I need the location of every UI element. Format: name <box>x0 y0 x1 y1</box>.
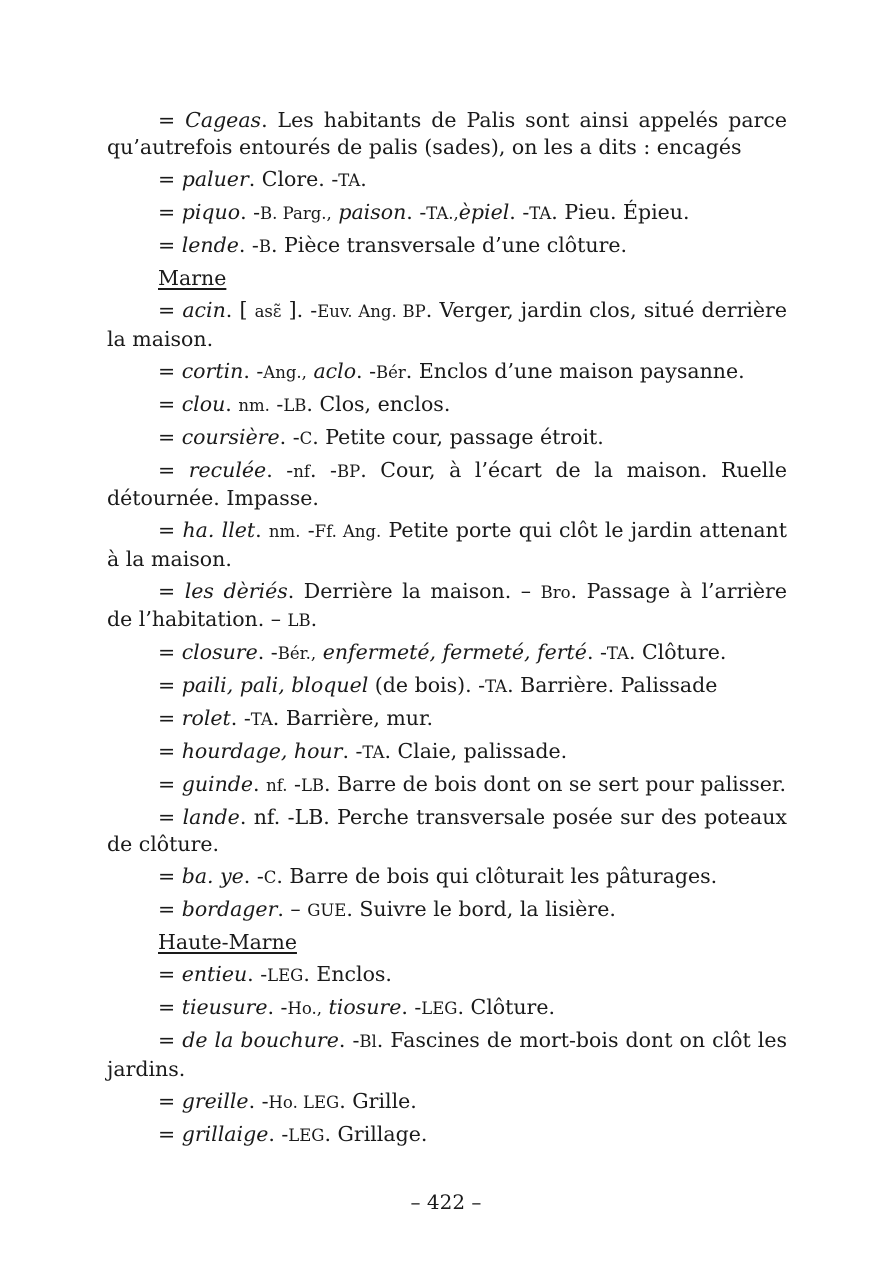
entry-text: . - <box>230 706 251 731</box>
entry-text: . Petite cour, passage étroit. <box>312 424 604 449</box>
entry-text: . Cour, à l’écart de la maison. Ruelle détournée. Impasse. <box>107 457 787 511</box>
headword: bordager <box>181 897 278 922</box>
headword: closure <box>181 640 258 665</box>
dictionary-entry <box>107 166 787 194</box>
entry-text: . Pièce transversale d’une clôture. <box>270 233 628 258</box>
source-abbreviation: TA <box>250 710 273 730</box>
entry-text: . Clos, enclos. <box>306 391 451 416</box>
dictionary-entry <box>107 863 787 891</box>
headword: hourdage, hour <box>181 739 343 764</box>
entry-text: . Barre de bois qui clôturait les pâturages. <box>276 864 718 889</box>
entry-text: = <box>158 457 189 482</box>
entry-text: . - <box>248 1088 269 1113</box>
dictionary-entry <box>107 107 787 162</box>
entry-text: . Enclos d’une maison paysanne. <box>405 358 745 383</box>
entry-text: . - <box>240 200 261 225</box>
source-abbreviation: TA <box>529 204 552 224</box>
source-abbreviation: nf. <box>266 776 288 796</box>
dictionary-entry <box>107 297 787 353</box>
entry-text: . Clôture. <box>457 995 555 1020</box>
entry-text: . Barrière. Palissade <box>507 673 718 698</box>
dictionary-entry <box>107 457 787 513</box>
entry-text: = <box>158 772 182 797</box>
entry-text: = <box>158 424 182 449</box>
entry-text: . - <box>406 200 427 225</box>
headword: lende <box>181 233 239 258</box>
source-abbreviation: TA <box>485 677 508 697</box>
entry-text: . - <box>257 640 278 665</box>
entry-text: = <box>158 518 183 543</box>
entry-text: . - <box>309 457 337 482</box>
headword: cortin <box>181 358 244 383</box>
entry-text: . Enclos. <box>303 962 392 987</box>
dictionary-text-block <box>107 107 787 1154</box>
headword: greille <box>181 1088 249 1113</box>
source-abbreviation: LEG <box>267 966 304 986</box>
dictionary-entry <box>107 771 787 799</box>
section-heading <box>107 929 787 956</box>
dictionary-entry <box>107 199 787 227</box>
entry-text: . <box>253 772 267 797</box>
entry-text: = <box>158 200 182 225</box>
dictionary-entry <box>107 896 787 924</box>
entry-text: = <box>158 298 183 323</box>
dictionary-entry <box>107 1121 787 1149</box>
headword: tieusure <box>181 995 268 1020</box>
dictionary-entry <box>107 738 787 766</box>
headword: coursière <box>181 424 280 449</box>
headword: de la bouchure <box>182 1028 339 1053</box>
entry-text: . Pieu. Épieu. <box>551 200 690 225</box>
entry-text: . Barrière, mur. <box>272 706 434 731</box>
entry-text: . Clore. - <box>248 167 339 192</box>
entry-text: . Les habitants de Palis sont ainsi appelés parce qu’autrefois entourés de palis (sades), on les a dits : encagés <box>107 108 787 160</box>
entry-text: = <box>158 167 182 192</box>
entry-text: . - <box>267 995 288 1020</box>
entry-text: . - <box>243 864 264 889</box>
entry-text: = <box>158 897 182 922</box>
dictionary-entry <box>107 961 787 989</box>
source-abbreviation: Ang., <box>263 362 307 382</box>
source-abbreviation: B <box>258 237 271 257</box>
entry-text: . Grille. <box>339 1088 417 1113</box>
entry-text: . - <box>243 358 264 383</box>
entry-text: = <box>158 739 182 764</box>
headword: paili, pali, bloquel <box>181 673 369 698</box>
source-abbreviation: asɛ̃ <box>254 302 282 322</box>
source-abbreviation: LEG <box>421 999 458 1019</box>
source-abbreviation: Ff. Ang. <box>314 522 382 542</box>
dictionary-entry <box>107 391 787 419</box>
source-abbreviation: GUE <box>307 901 347 921</box>
entry-text: . - <box>356 358 377 383</box>
source-abbreviation: TA., <box>426 204 459 224</box>
entry-text: = <box>158 962 182 987</box>
dictionary-entry <box>107 578 787 635</box>
dictionary-entry <box>107 672 787 700</box>
entry-text: . Derrière la maison. – <box>287 578 541 603</box>
entry-text: . – <box>277 897 308 922</box>
entry-text: . [ <box>225 298 255 323</box>
source-abbreviation: nm. <box>268 522 301 542</box>
heading-label: Marne <box>158 266 227 291</box>
entry-text: - <box>269 391 284 416</box>
headword: ba. ye <box>181 864 244 889</box>
headword: èpiel <box>458 200 510 225</box>
entry-text: . - <box>586 640 607 665</box>
entry-text: . Suivre le bord, la lisière. <box>346 897 616 922</box>
entry-text: . <box>225 391 239 416</box>
entry-text: = <box>158 108 186 132</box>
entry-text: = <box>158 358 182 383</box>
headword: rolet <box>181 706 231 731</box>
entry-text: . - <box>279 424 300 449</box>
dictionary-entry <box>107 804 787 859</box>
source-abbreviation: B. Parg., <box>260 204 332 224</box>
entry-text: ]. - <box>281 298 318 323</box>
source-abbreviation: TA <box>338 171 361 191</box>
entry-text: = <box>158 995 182 1020</box>
entry-text: = <box>158 578 185 603</box>
headword: acin <box>182 298 226 323</box>
headword: Cageas <box>185 108 262 132</box>
entry-text: . <box>310 607 318 632</box>
headword: grillaige <box>181 1121 269 1146</box>
source-abbreviation: TA <box>606 644 629 664</box>
source-abbreviation: TA <box>362 743 385 763</box>
entry-text: . <box>360 167 367 192</box>
entry-text: - <box>287 772 301 797</box>
headword: clou <box>181 391 226 416</box>
dictionary-entry <box>107 517 787 573</box>
headword: tiosure <box>328 995 402 1020</box>
entry-text: . - <box>338 1028 360 1053</box>
headword: guinde <box>181 772 254 797</box>
source-abbreviation: Bl <box>359 1032 377 1052</box>
headword: ha. llet <box>182 518 256 543</box>
entry-text: . Claie, palissade. <box>384 739 568 764</box>
entry-text: . - <box>238 233 259 258</box>
source-abbreviation: Ho. LEG <box>268 1092 340 1112</box>
headword: aclo <box>313 358 357 383</box>
entry-text: . Verger, jardin clos, situé derrière la maison. <box>107 298 787 351</box>
entry-text: = <box>158 1121 182 1146</box>
dictionary-entry <box>107 232 787 260</box>
headword: reculée <box>188 457 267 482</box>
source-abbreviation: Ho., <box>287 999 322 1019</box>
heading-label: Haute-Marne <box>158 930 297 955</box>
entry-text: . Barre de bois dont on se sert pour palisser. <box>324 772 786 797</box>
dictionary-entry <box>107 358 787 386</box>
entry-text: = <box>158 864 182 889</box>
headword: les dèriés <box>184 578 288 603</box>
source-abbreviation: nm. <box>238 395 270 415</box>
entry-text: . - <box>342 739 363 764</box>
entry-text: . Fascines de mort-bois dont on clôt les jardins. <box>107 1028 787 1081</box>
source-abbreviation: C <box>263 868 277 888</box>
source-abbreviation: LB <box>283 395 307 415</box>
dictionary-entry <box>107 705 787 733</box>
source-abbreviation: LEG <box>288 1125 325 1145</box>
entry-text: = <box>158 233 182 258</box>
headword: paison <box>338 200 407 225</box>
entry-text: = <box>158 673 182 698</box>
entry-text: . - <box>266 457 294 482</box>
entry-text: . - <box>509 200 530 225</box>
entry-text: . - <box>401 995 422 1020</box>
dictionary-entry <box>107 424 787 452</box>
entry-text: . Clôture. <box>628 640 727 665</box>
source-abbreviation: Bér <box>376 362 406 382</box>
headword: paluer <box>181 167 249 192</box>
dictionary-entry <box>107 1027 787 1083</box>
entry-text: . Grillage. <box>324 1121 428 1146</box>
dictionary-entry <box>107 994 787 1022</box>
source-abbreviation: Euv. Ang. BP <box>317 302 426 322</box>
entry-text: = <box>158 1028 183 1053</box>
entry-text: . <box>255 518 269 543</box>
headword: lande <box>182 805 240 830</box>
source-abbreviation: C <box>299 428 313 448</box>
headword: enfermeté, fermeté, ferté <box>322 640 587 665</box>
source-abbreviation: nf <box>293 461 310 481</box>
entry-text: = <box>158 1088 182 1113</box>
entry-text: . nf. -LB. Perche transversale posée sur des poteaux de clôture. <box>107 805 787 857</box>
source-abbreviation: Bér., <box>277 644 317 664</box>
entry-text: = <box>158 706 182 731</box>
headword: piquo <box>181 200 241 225</box>
entry-text: - <box>300 518 315 543</box>
entry-text: . Passage à l’arrière de l’habitation. – <box>107 578 787 632</box>
source-abbreviation: BP <box>336 461 361 481</box>
entry-text: Petite porte qui clôt le jardin attenant à la maison. <box>107 518 787 571</box>
source-abbreviation: LB <box>287 611 311 631</box>
source-abbreviation: Bro <box>540 582 571 602</box>
entry-text: (de bois). - <box>368 673 486 698</box>
entry-text: = <box>158 640 182 665</box>
entry-text: = <box>158 805 183 830</box>
entry-text: . - <box>247 962 268 987</box>
section-heading <box>107 265 787 292</box>
entry-text: = <box>158 391 182 416</box>
dictionary-entry <box>107 639 787 667</box>
entry-text: . - <box>268 1121 289 1146</box>
source-abbreviation: LB <box>300 776 325 796</box>
page-number: – 422 – <box>410 1190 482 1214</box>
dictionary-entry <box>107 1088 787 1116</box>
headword: entieu <box>181 962 248 987</box>
